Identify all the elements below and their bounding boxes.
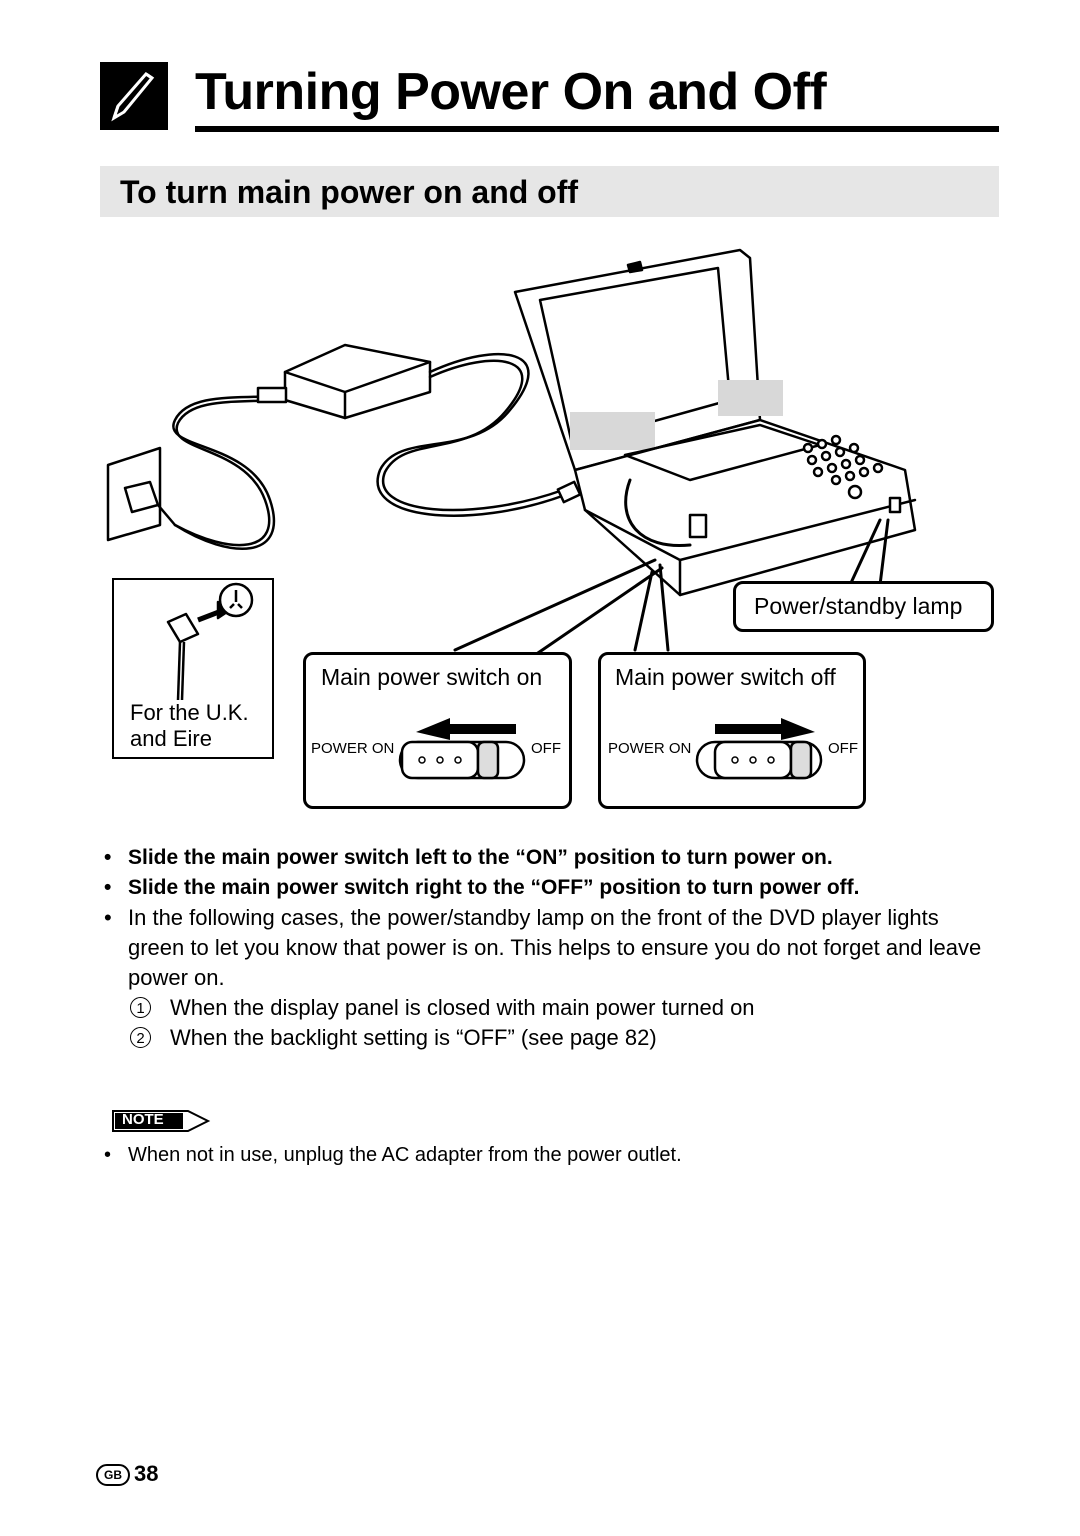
- note-badge: [112, 1109, 212, 1138]
- item-text: When the backlight setting is “OFF” (see page 82): [170, 1025, 657, 1050]
- section-heading: To turn main power on and off: [120, 174, 579, 210]
- item-text: When the display panel is closed with main power turned on: [170, 995, 755, 1020]
- item-number: 1: [130, 997, 151, 1018]
- uk-plug-icon: [114, 580, 272, 700]
- instruction-lamp-info: • In the following cases, the power/standby lamp on the front of the DVD player lights green to let you know that power is on. This helps to ensure you do not forget and leave power on.: [100, 903, 1000, 993]
- note-label: NOTE: [122, 1111, 164, 1128]
- power-switch-off: [695, 739, 825, 781]
- list-item: [100, 1023, 1000, 1053]
- power-standby-lamp-callout: [733, 581, 994, 632]
- switch-on-caption: Main power switch on: [321, 664, 543, 690]
- note: [100, 1140, 1000, 1170]
- page-number: [96, 1461, 158, 1487]
- uk-label-line1: For the U.K.: [130, 700, 249, 725]
- arrow-left-icon: [416, 718, 518, 740]
- switch-off-caption: Main power switch off: [615, 664, 836, 690]
- switch-off-right-label: OFF: [828, 740, 858, 757]
- switch-off-left-label: POWER ON: [608, 740, 692, 757]
- uk-label-line2: and Eire: [130, 726, 212, 751]
- arrow-right-icon: [713, 718, 815, 740]
- main-power-switch-off-callout: [598, 652, 866, 809]
- page-number-value: 38: [134, 1461, 159, 1486]
- instructions: [100, 843, 1000, 1053]
- power-standby-lamp-label: Power/standby lamp: [754, 593, 963, 619]
- uk-label: [130, 700, 249, 752]
- list-item: [100, 993, 1000, 1023]
- page-title: Turning Power On and Off: [195, 63, 827, 121]
- power-switch-on: [398, 739, 528, 781]
- switch-on-right-label: OFF: [531, 740, 561, 757]
- item-number: 2: [130, 1027, 151, 1048]
- note-text: • When not in use, unplug the AC adapter from the power outlet.: [100, 1140, 1000, 1170]
- switch-on-left-label: POWER ON: [311, 740, 395, 757]
- main-power-switch-on-callout: [303, 652, 572, 809]
- instruction-power-on: • Slide the main power switch left to the “ON” position to turn power on.: [100, 843, 1000, 873]
- region-badge: GB: [96, 1464, 130, 1486]
- instruction-power-off: • Slide the main power switch right to the “OFF” position to turn power off.: [100, 873, 1000, 903]
